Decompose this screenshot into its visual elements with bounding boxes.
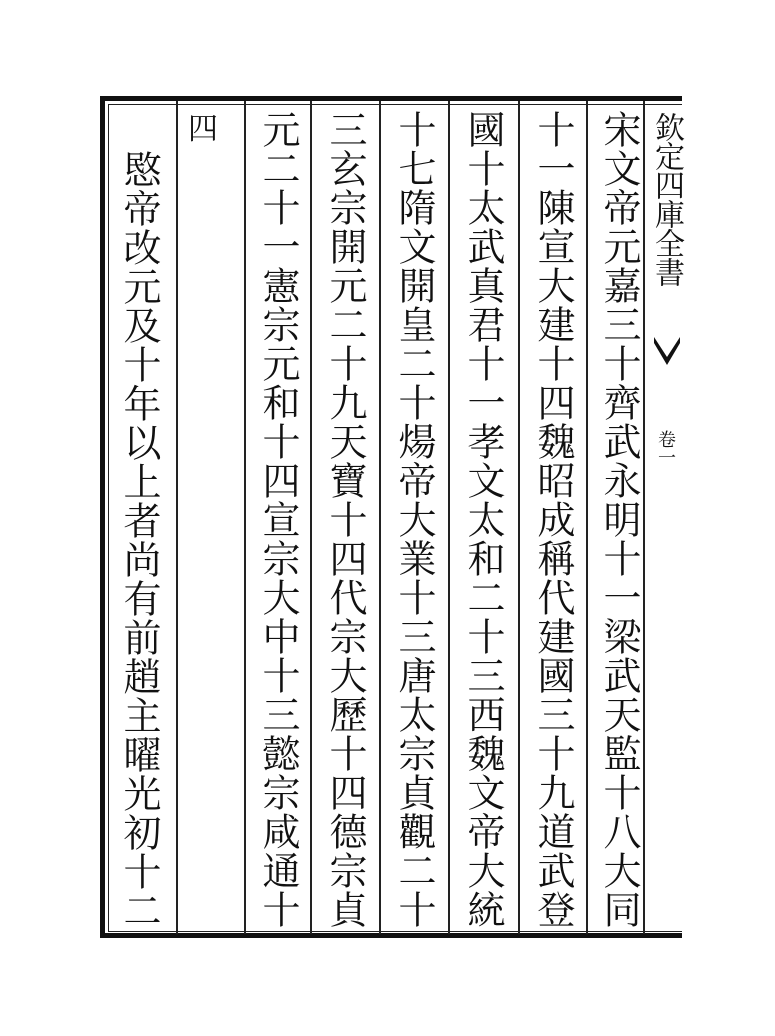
column-text: 宋文帝元嘉三十齊武永明十一梁武天監十八大同 xyxy=(597,110,641,929)
column-rule xyxy=(643,101,645,934)
column-text: 愍帝改元及十年以上者尚有前趙主曜光初十二 xyxy=(117,150,161,930)
column-rule xyxy=(448,101,450,934)
column-rule xyxy=(586,101,588,934)
column-text: 十一陳宣大建十四魏昭成稱代建國三十九道武登 xyxy=(531,110,575,929)
collection-title: 欽定四庫全書 xyxy=(649,112,684,286)
text-column xyxy=(460,110,506,929)
volume-label: 卷一 xyxy=(655,430,676,466)
text-column xyxy=(530,110,576,929)
text-column xyxy=(116,150,162,930)
column-rule xyxy=(176,101,178,934)
column-text: 國十太武真君十一孝文太和二十三西魏文帝大統 xyxy=(461,110,505,929)
column-text: 十七隋文開皇二十煬帝大業十三唐太宗貞觀二十 xyxy=(392,110,436,929)
column-text: 三玄宗開元二十九天寶十四代宗大歷十四德宗貞 xyxy=(323,110,367,929)
page-number: 四 xyxy=(188,112,218,147)
fish-tail-ornament-icon xyxy=(652,335,682,375)
text-column xyxy=(596,110,642,929)
column-rule xyxy=(379,101,381,934)
column-rule xyxy=(310,101,312,934)
column-text: 元二十一憲宗元和十四宣宗大中十三懿宗咸通十 xyxy=(256,110,300,929)
text-column xyxy=(322,110,368,929)
text-column xyxy=(391,110,437,929)
column-rule xyxy=(518,101,520,934)
text-column xyxy=(255,110,301,929)
column-rule xyxy=(244,101,246,934)
